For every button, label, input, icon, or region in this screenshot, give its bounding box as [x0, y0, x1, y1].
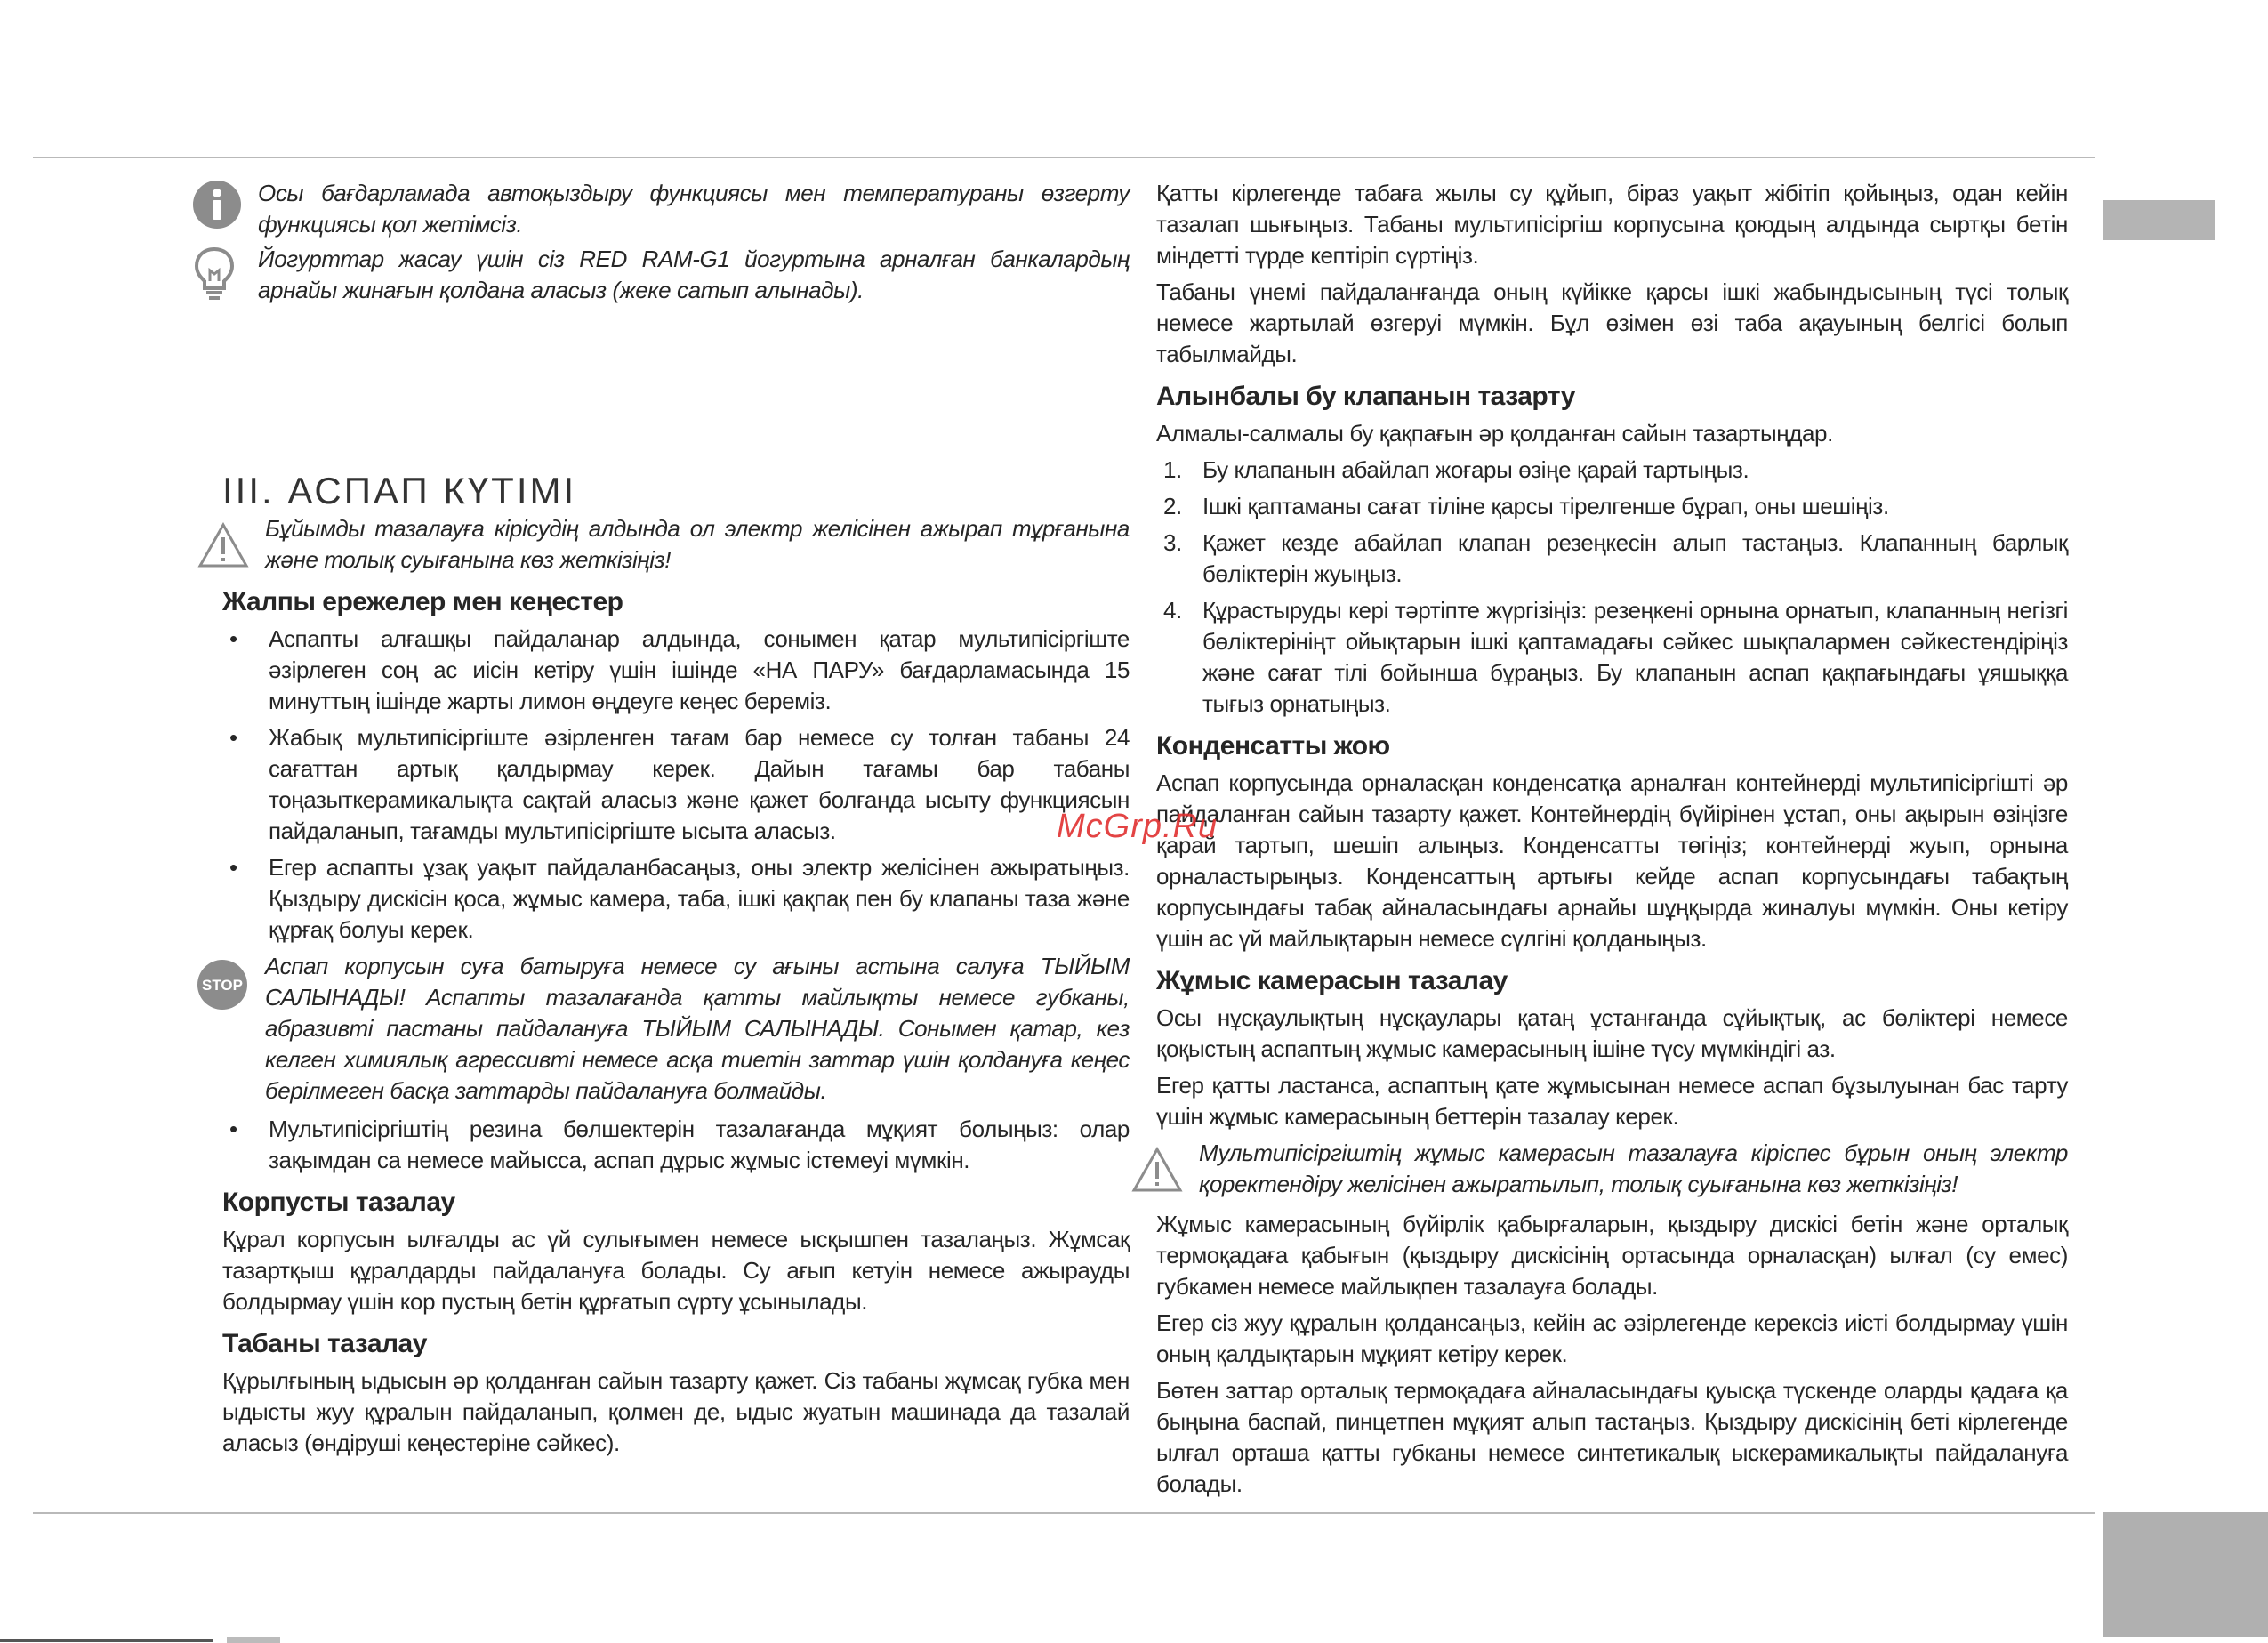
stop-warning: [202, 951, 1130, 1107]
step-number: 1.: [1163, 456, 1182, 483]
step-text: Қажет кезде абайлап клапан резеңкесін алып тастаңыз. Клапанның барлық бөліктерін жуыңыз.: [1202, 529, 2068, 587]
right-column: [1156, 178, 2068, 1505]
top-warning: [222, 513, 1130, 576]
step-text: Құрастыруды кері тәртіпте жүргізіңіз: резеңкені орнына орнатып, клапанның негізгі бөліктерініңт ойықтарын ішкі қаптамадағы сәйкес шықпалармен сәйкестендіріңіз және сағат тілі бойынша бұраңыз. Бу клапанын аспап қақпағындағы ұяшыққа тығыз орнатыңыз.: [1202, 597, 2068, 717]
bottom-rule: [33, 1512, 2095, 1514]
chamber-warning-text: Мультипісіргіштің жұмыс камерасын тазалауға кіріспес бұрын оның электр қоректендіру желісінен ажыратылып, толық суығанына көз жеткізіңіз!: [1199, 1140, 2068, 1197]
step-number: 3.: [1163, 529, 1182, 556]
right-intro-paragraph: Қатты кірлегенде табаға жылы су құйып, біраз уақыт жібітіп қойыңыз, одан кейін тазалап шығыңыз. Табаны мультипісіргіш корпусына қоюдың алдында сыртқы бетін міндетті түрде кептіріп сүртіңіз.: [1156, 180, 2068, 269]
valve-steps: [1156, 455, 2068, 720]
lightbulb-icon: [192, 246, 237, 310]
valve-intro: Алмалы-салмалы бу қақпағын әр қолданған сайын тазартыңдар.: [1156, 420, 1833, 447]
pan-cleaning-text: Құрылғының ыдысын әр қолданған сайын тазарту қажет. Сіз табаны жұмсақ губка мен ыдысты жуу құралын пайдаланып, қолмен де, ыдыс жуатын машинада да тазалай аласыз (өндіруші кеңестеріне сәйкес).: [222, 1367, 1130, 1456]
step-text: Бу клапанын абайлап жоғары өзіңе қарай тартыңыз.: [1202, 456, 1749, 483]
warning-triangle-icon: [197, 522, 249, 576]
watermark: McGrp.Ru: [1057, 808, 1218, 845]
list-item: [1156, 528, 2068, 590]
pan-cleaning-heading: Табаны тазалау: [222, 1329, 427, 1358]
body-cleaning-heading: Корпусты тазалау: [222, 1188, 455, 1217]
top-warning-text: Бұйымды тазалауға кірісудің алдында ол электр желісінен ажырап тұрғанына және толық суығанына көз жеткізіңіз!: [265, 515, 1130, 573]
left-column: [202, 178, 1130, 1464]
list-item: [1156, 595, 2068, 720]
list-item: [1156, 491, 2068, 522]
chamber-paragraph: Бөтен заттар орталық термоқадаға айналасындағы қуысқа түскенде оларды қадаға қа быңына баспай, пинцетпен мұқият алып тастаңыз. Қыздыру дискісінің беті кірлегенде ылғал орташа қатты губканы немесе синтетикалық ыскерамикалықты пайдалануға болады.: [1156, 1377, 2068, 1497]
side-tab-marker: [2103, 200, 2215, 240]
warning-triangle-icon: [1131, 1147, 1183, 1201]
list-item: [1156, 455, 2068, 486]
info-note: [222, 178, 1130, 240]
condensate-heading: Конденсатты жою: [1156, 731, 1390, 761]
step-number: 4.: [1163, 597, 1182, 624]
list-item: • Егер аспапты ұзақ уақыт пайдаланбасаңыз, оны электр желісінен ажыратыңыз. Қыздыру дискісін қоса, жұмыс камера, таба, ішкі қақпақ пен бу клапаны таза және құрғақ болуы керек.: [222, 852, 1130, 946]
chamber-heading: Жұмыс камерасын тазалау: [1156, 966, 1508, 995]
top-rule: [33, 157, 2095, 158]
section-title: III. АСПАП КҮТІМІ: [222, 470, 577, 511]
step-text: Ішкі қаптаманы сағат тіліне қарсы тірелгенше бұрап, оны шешіңіз.: [1202, 493, 1889, 519]
footer-mark: [227, 1637, 280, 1643]
body-cleaning-text: Құрал корпусын ылғалды ас үй сулығымен немесе ысқышпен тазалаңыз. Жұмсақ тазартқыш құралдарды пайдалануға болады. Су ағып кетуін немесе ажырауды болдырмау үшін кор пустың бетін құрғатып сүрту ұсынылады.: [222, 1226, 1130, 1315]
right-intro-paragraph: Табаны үнемі пайдаланғанда оның күйікке қарсы ішкі жабындысының түсі толық немесе жартылай өзгеруі мүмкін. Бұл өзімен өзі таба ақауының белгісі болып табылмайды.: [1156, 278, 2068, 367]
chamber-warning: [1156, 1138, 2068, 1200]
general-heading: Жалпы ережелер мен кеңестер: [222, 587, 623, 616]
footer-line: [0, 1639, 213, 1642]
chamber-paragraph: Жұмыс камерасының бүйірлік қабырғаларын, қыздыру дискісі бетін және орталық термоқадаға қабығын (қыздыру дискісінің ортасында орналасқан) ылғал (су емес) губкамен немесе майлықпен тазалауға болады.: [1156, 1211, 2068, 1300]
valve-heading: Алынбалы бу клапанын тазарту: [1156, 382, 1575, 411]
page-number-block: [2103, 1512, 2268, 1637]
list-item: • Аспапты алғашқы пайдаланар алдында, сонымен қатар мультипісіргіште әзірлеген соң ас иісін кетіру үшін ішінде «НА ПАРУ» бағдарламасында 15 минуттың ішінде жарты лимон өңдеуге кеңес береміз.: [222, 624, 1130, 717]
tip-note: [222, 244, 1130, 306]
info-note-text: Осы бағдарламада автоқыздыру функциясы мен температураны өзгерту функциясы қол жетімсіз.: [258, 180, 1130, 238]
condensate-text: Аспап корпусында орналасқан конденсатқа арналған контейнерді мультипісіргішті әр пайдаланған сайын тазарту қажет. Контейнердің бүйірінен ұстап, оны ақырын өзіңізге қарай тартып, шешіп алыңыз. Конденсатты төгіңіз; контейнерді жуып, орнына орналастырыңыз. Конденсаттың артығы кейде аспап корпусындағы табақтың корпусындағы табақ айналасындағы арнайы шұңқырда жиналуы мүмкін. Оны кетіру үшін ас үй майлықтарын немесе сүлгіні қолданыңыз.: [1156, 769, 2068, 952]
list-item: • Жабық мультипісіргіште әзірленген тағам бар немесе су толған табаны 24 сағаттан артық қалдырмау керек. Дайын тағамы бар табаны тоңазыткерамикалықта сақтай аласыз және қажет болғанда ысыту функциясын пайдаланып, тағамды мультипісіргіште ысыта аласыз.: [222, 722, 1130, 847]
general-bullets-after: [222, 1114, 1130, 1176]
tip-note-text: Йогурттар жасау үшін сіз RED RAM-G1 йогуртына арналған банкалардың арнайы жинағын қолдана аласыз (жеке сатып алынады).: [258, 246, 1130, 303]
chamber-paragraph: Егер қатты ластанса, аспаптың қате жұмысынан немесе аспап бұзылуынан бас тарту үшін жұмыс камерасының беттерін тазалау керек.: [1156, 1072, 2068, 1130]
chamber-paragraph: Осы нұсқаулықтың нұсқаулары қатаң ұстанғанда сұйықтық, ас бөліктері немесе қоқыстың аспаптың жұмыс камерасының ішіне түсу мүмкіндігі аз.: [1156, 1004, 2068, 1062]
stop-warning-text: Аспап корпусын суға батыруға немесе су ағыны астына салуға ТЫЙЫМ САЛЫНАДЫ! Аспапты тазалағанда қатты майлықты немесе губканы, абразивті пастаны пайдалануға ТЫЙЫМ САЛЫНАДЫ. Сонымен қатар, кез келген химиялық агрессивті немесе асқа тиетін заттар үшін қолдануға кеңес берілмеген басқа заттарды пайдалануға болмайды.: [265, 953, 1130, 1104]
chamber-paragraph: Егер сіз жуу құралын қолдансаңыз, кейін ас әзірлегенде керексіз иісті болдырмау үшін оның қалдықтарын мұқият кетіру керек.: [1156, 1309, 2068, 1367]
list-item: • Мультипісіргіштің резина бөлшектерін тазалағанда мұқият болыңыз: олар зақымдан са немесе майысса, аспап дұрыс жұмыс істемеуі мүмкін.: [222, 1114, 1130, 1176]
general-bullets: [222, 624, 1130, 946]
info-icon: [192, 180, 242, 238]
stop-icon: STOP: [197, 960, 247, 1010]
step-number: 2.: [1163, 493, 1182, 519]
